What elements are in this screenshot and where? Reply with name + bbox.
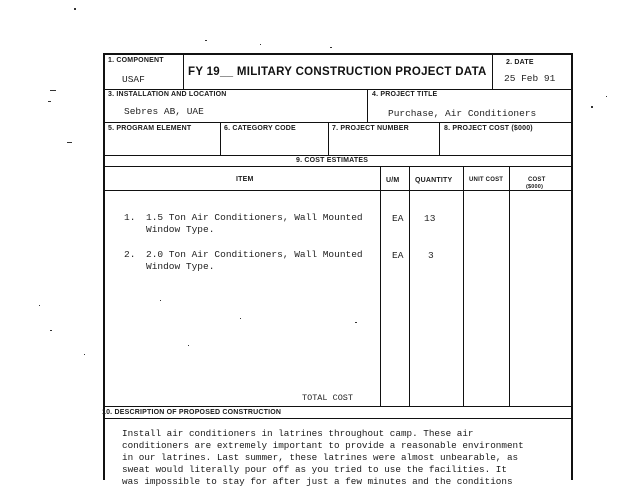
divider-block1 bbox=[183, 55, 184, 89]
item-2-quantity: 3 bbox=[428, 250, 434, 261]
item-1-number: 1. bbox=[124, 212, 136, 223]
item-1-line2: Window Type. bbox=[146, 224, 215, 235]
col-unitcost-left bbox=[463, 167, 464, 407]
rule-table-header bbox=[103, 190, 573, 191]
date-value: 25 Feb 91 bbox=[504, 73, 556, 84]
border-top bbox=[103, 53, 573, 55]
item-1-quantity: 13 bbox=[424, 213, 436, 224]
block2-label: 2. DATE bbox=[506, 59, 534, 66]
col-cost-header: COST bbox=[528, 177, 546, 183]
project-title-value: Purchase, Air Conditioners bbox=[388, 108, 537, 119]
col-qty-header: QUANTITY bbox=[415, 177, 453, 184]
border-right bbox=[571, 53, 573, 480]
rule-section10 bbox=[103, 418, 573, 419]
block6-label: 6. CATEGORY CODE bbox=[224, 125, 296, 132]
description-line-2: conditioners are extremely important to provide a reasonable environment bbox=[122, 440, 524, 451]
item-1-line1: 1.5 Ton Air Conditioners, Wall Mounted bbox=[146, 212, 363, 223]
rule-total bbox=[103, 406, 573, 407]
item-2-line2: Window Type. bbox=[146, 261, 215, 272]
col-qty-left bbox=[409, 167, 410, 407]
component-value: USAF bbox=[122, 74, 145, 85]
col-cost-subheader: ($000) bbox=[526, 184, 544, 190]
rule-row3 bbox=[103, 155, 573, 156]
installation-value: Sebres AB, UAE bbox=[124, 106, 204, 117]
description-line-4: sweat would literally pour off as you tried to use the facilities. It bbox=[122, 464, 507, 475]
section9-label: 9. COST ESTIMATES bbox=[296, 157, 369, 164]
block7-label: 7. PROJECT NUMBER bbox=[332, 125, 409, 132]
total-cost-label: TOTAL COST bbox=[302, 393, 354, 403]
divider-block7 bbox=[328, 123, 329, 155]
description-line-5: was impossible to stay for after just a few minutes and the conditions bbox=[122, 476, 513, 487]
block8-label: 8. PROJECT COST ($000) bbox=[444, 125, 533, 132]
item-1-um: EA bbox=[392, 213, 404, 224]
rule-row1 bbox=[103, 89, 573, 90]
col-um-left bbox=[380, 167, 381, 407]
rule-row2 bbox=[103, 122, 573, 123]
col-um-header: U/M bbox=[386, 177, 400, 184]
divider-block8 bbox=[439, 123, 440, 155]
block1-label: 1. COMPONENT bbox=[108, 57, 164, 64]
block4-label: 4. PROJECT TITLE bbox=[372, 91, 438, 98]
block3-label: 3. INSTALLATION AND LOCATION bbox=[108, 91, 227, 98]
item-2-line1: 2.0 Ton Air Conditioners, Wall Mounted bbox=[146, 249, 363, 260]
divider-block2 bbox=[492, 55, 493, 89]
divider-block6 bbox=[220, 123, 221, 155]
item-2-number: 2. bbox=[124, 249, 136, 260]
col-item-header: ITEM bbox=[236, 176, 254, 183]
description-line-1: Install air conditioners in latrines throughout camp. These air bbox=[122, 428, 474, 439]
col-unitcost-header: UNIT COST bbox=[469, 177, 504, 183]
item-2-um: EA bbox=[392, 250, 404, 261]
form-title: FY 19__ MILITARY CONSTRUCTION PROJECT DATA bbox=[188, 66, 487, 78]
rule-section9 bbox=[103, 166, 573, 167]
section10-label: 10. DESCRIPTION OF PROPOSED CONSTRUCTION bbox=[102, 409, 282, 416]
col-cost-left bbox=[509, 167, 510, 407]
divider-block4 bbox=[367, 90, 368, 122]
block5-label: 5. PROGRAM ELEMENT bbox=[108, 125, 192, 132]
description-line-3: in our latrines. Last summer, these latrines were almost unbearable, as bbox=[122, 452, 519, 463]
